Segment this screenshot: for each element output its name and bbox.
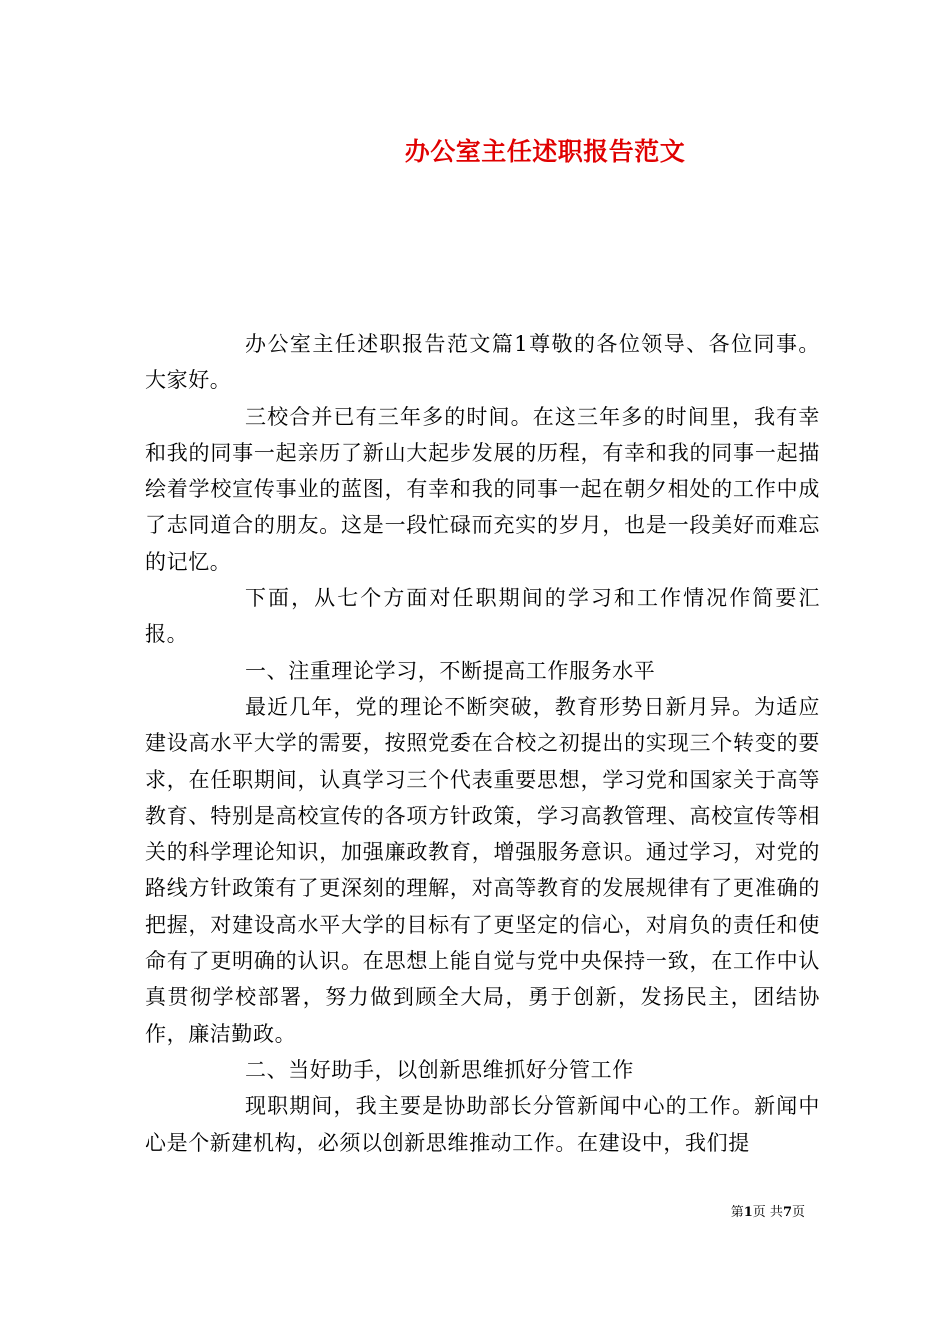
page-number-footer [731,1205,805,1221]
paragraph-intro: 三校合并已有三年多的时间。在这三年多的时间里，我有幸和我的同事一起亲历了新山大起步发展的历程，有幸和我的同事一起描绘着学校宣传事业的蓝图，有幸和我的同事一起在朝夕相处的工作中成了志同道合的朋友。这是一段忙碌而充实的岁月，也是一段美好而难忘的记忆。 [145,404,820,574]
current-page-number: 1 [743,1205,753,1220]
section-heading-1: 一、注重理论学习，不断提高工作服务水平 [245,658,656,683]
paragraph-greeting: 办公室主任述职报告范文篇1尊敬的各位领导、各位同事。大家好。 [145,332,820,393]
document-title: 办公室主任述职报告范文 [404,137,686,166]
footer-middle: 页 共 [752,1205,783,1220]
paragraph-section-2: 现职期间，我主要是协助部长分管新闻中心的工作。新闻中心是个新建机构，必须以创新思维推动工作。在建设中，我们提 [145,1094,820,1155]
total-page-count: 7 [782,1205,792,1220]
footer-suffix: 页 [791,1205,805,1220]
document-body [145,326,820,1161]
footer-prefix: 第 [730,1205,744,1220]
section-heading-2: 二、当好助手，以创新思维抓好分管工作 [245,1057,634,1082]
paragraph-section-1: 最近几年，党的理论不断突破，教育形势日新月异。为适应建设高水平大学的需要，按照党委在合校之初提出的实现三个转变的要求，在任职期间，认真学习三个代表重要思想，学习党和国家关于高等教育、特别是高校宣传的各项方针政策，学习高教管理、高校宣传等相关的科学理论知识，加强廉政教育，增强服务意识。通过学习，对党的路线方针政策有了更深刻的理解，对高等教育的发展规律有了更准确的把握，对建设高水平大学的目标有了更坚定的信心，对肩负的责任和使命有了更明确的认识。在思想上能自觉与党中央保持一致，在工作中认真贯彻学校部署，努力做到顾全大局，勇于创新，发扬民主，团结协作，廉洁勤政。 [145,694,820,1046]
paragraph-overview: 下面，从七个方面对任职期间的学习和工作情况作简要汇报。 [145,586,820,647]
